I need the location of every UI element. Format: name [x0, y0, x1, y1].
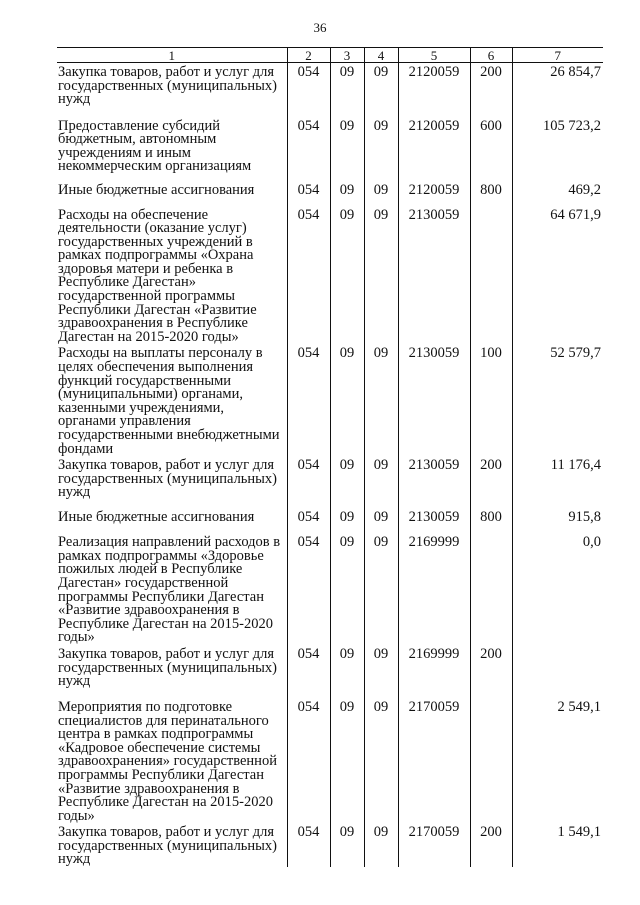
row-name: Закупка товаров, работ и услуг для государственных (муниципальных) нужд	[58, 645, 277, 690]
row-expense-type: 800	[470, 508, 512, 533]
row-target: 2169999	[398, 645, 470, 698]
page-number: 36	[313, 20, 327, 35]
row-target: 2120059	[398, 181, 470, 206]
row-ministry: 054	[287, 823, 330, 867]
row-name: Закупка товаров, работ и услуг для государственных (муниципальных) нужд	[58, 457, 277, 501]
row-target: 2130059	[398, 344, 470, 456]
budget-table	[57, 47, 603, 867]
row-subsection: 09	[364, 117, 398, 181]
header-col-2: 2	[287, 48, 330, 63]
row-section: 09	[330, 344, 364, 456]
row-ministry: 054	[287, 181, 330, 206]
row-section: 09	[330, 206, 364, 345]
row-ministry: 054	[287, 508, 330, 533]
row-ministry: 054	[287, 456, 330, 508]
row-section: 09	[330, 823, 364, 867]
table-row	[57, 117, 603, 181]
row-amount: 64 671,9	[512, 206, 603, 345]
row-amount: 52 579,7	[512, 344, 603, 456]
row-name: Иные бюджетные ассигнования	[58, 509, 255, 526]
row-ministry: 054	[287, 63, 330, 117]
row-section: 09	[330, 117, 364, 181]
row-amount: 11 176,4	[512, 456, 603, 508]
table-row	[57, 823, 603, 867]
header-col-6: 6	[470, 48, 512, 63]
row-amount: 0,0	[512, 533, 603, 645]
row-target: 2120059	[398, 63, 470, 117]
table-row	[57, 181, 603, 206]
header-col-3: 3	[330, 48, 364, 63]
table-row	[57, 456, 603, 508]
row-amount	[512, 645, 603, 698]
row-ministry: 054	[287, 698, 330, 823]
row-expense-type: 600	[470, 117, 512, 181]
row-name: Закупка товаров, работ и услуг для государственных (муниципальных) нужд	[58, 824, 277, 868]
table-row	[57, 698, 603, 823]
row-subsection: 09	[364, 698, 398, 823]
table-row	[57, 645, 603, 698]
table-row	[57, 206, 603, 345]
header-row	[57, 48, 603, 63]
row-target: 2130059	[398, 508, 470, 533]
row-expense-type: 200	[470, 63, 512, 117]
row-ministry: 054	[287, 206, 330, 345]
row-section: 09	[330, 508, 364, 533]
row-target: 2130059	[398, 456, 470, 508]
row-expense-type: 800	[470, 181, 512, 206]
row-section: 09	[330, 181, 364, 206]
header-col-7: 7	[512, 48, 603, 63]
row-subsection: 09	[364, 344, 398, 456]
row-subsection: 09	[364, 823, 398, 867]
row-target: 2170059	[398, 698, 470, 823]
row-ministry: 054	[287, 117, 330, 181]
row-target: 2120059	[398, 117, 470, 181]
row-amount: 105 723,2	[512, 117, 603, 181]
row-section: 09	[330, 698, 364, 823]
row-section: 09	[330, 645, 364, 698]
row-name: Расходы на обеспечение деятельности (оказание услуг) государственных учреждений в рамках подпрограммы «Охрана здоровья матери и ребенка в Республике Дагестан» государственной программы Республики Дагестан «Развитие здравоохранения в Республике Дагестан на 2015-2020 годы»	[58, 206, 257, 345]
row-section: 09	[330, 456, 364, 508]
table-row	[57, 533, 603, 645]
row-subsection: 09	[364, 508, 398, 533]
row-expense-type	[470, 533, 512, 645]
row-amount: 26 854,7	[512, 63, 603, 117]
row-subsection: 09	[364, 181, 398, 206]
row-name: Расходы на выплаты персоналу в целях обеспечения выполнения функций государственными (муниципальными) органами, казенными учреждениями, органами управления государственными внебюджетными фондами	[58, 345, 280, 457]
row-ministry: 054	[287, 344, 330, 456]
row-name: Иные бюджетные ассигнования	[58, 181, 255, 198]
row-subsection: 09	[364, 645, 398, 698]
table-row	[57, 344, 603, 456]
row-name: Предоставление субсидий бюджетным, автономным учреждениям и иным некоммерческим организациям	[58, 117, 252, 175]
header-col-4: 4	[364, 48, 398, 63]
table-row	[57, 63, 603, 117]
row-expense-type: 100	[470, 344, 512, 456]
row-name: Закупка товаров, работ и услуг для государственных (муниципальных) нужд	[58, 64, 277, 108]
table-row	[57, 508, 603, 533]
row-ministry: 054	[287, 533, 330, 645]
row-section: 09	[330, 533, 364, 645]
row-subsection: 09	[364, 533, 398, 645]
row-name: Мероприятия по подготовке специалистов для перинатального центра в рамках подпрограммы «Кадровое обеспечение системы здравоохранения» государственной программы Республики Дагестан «Развитие здравоохранения в Республике Дагестан на 2015-2020 годы»	[58, 698, 277, 824]
row-target: 2169999	[398, 533, 470, 645]
row-expense-type: 200	[470, 823, 512, 867]
header-col-1: 1	[57, 48, 287, 63]
row-amount: 915,8	[512, 508, 603, 533]
row-amount: 2 549,1	[512, 698, 603, 823]
header-col-5: 5	[398, 48, 470, 63]
row-subsection: 09	[364, 206, 398, 345]
row-section: 09	[330, 63, 364, 117]
row-expense-type	[470, 206, 512, 345]
row-amount: 469,2	[512, 181, 603, 206]
row-target: 2130059	[398, 206, 470, 345]
row-subsection: 09	[364, 456, 398, 508]
row-amount: 1 549,1	[512, 823, 603, 867]
row-expense-type	[470, 698, 512, 823]
row-target: 2170059	[398, 823, 470, 867]
row-subsection: 09	[364, 63, 398, 117]
row-name: Реализация направлений расходов в рамках подпрограммы «Здоровье пожилых людей в Республике Дагестан» государственной программы Республики Дагестан «Развитие здравоохранения в Республике Дагестан на 2015-2020 годы»	[58, 534, 281, 646]
row-ministry: 054	[287, 645, 330, 698]
row-expense-type: 200	[470, 456, 512, 508]
row-expense-type: 200	[470, 645, 512, 698]
